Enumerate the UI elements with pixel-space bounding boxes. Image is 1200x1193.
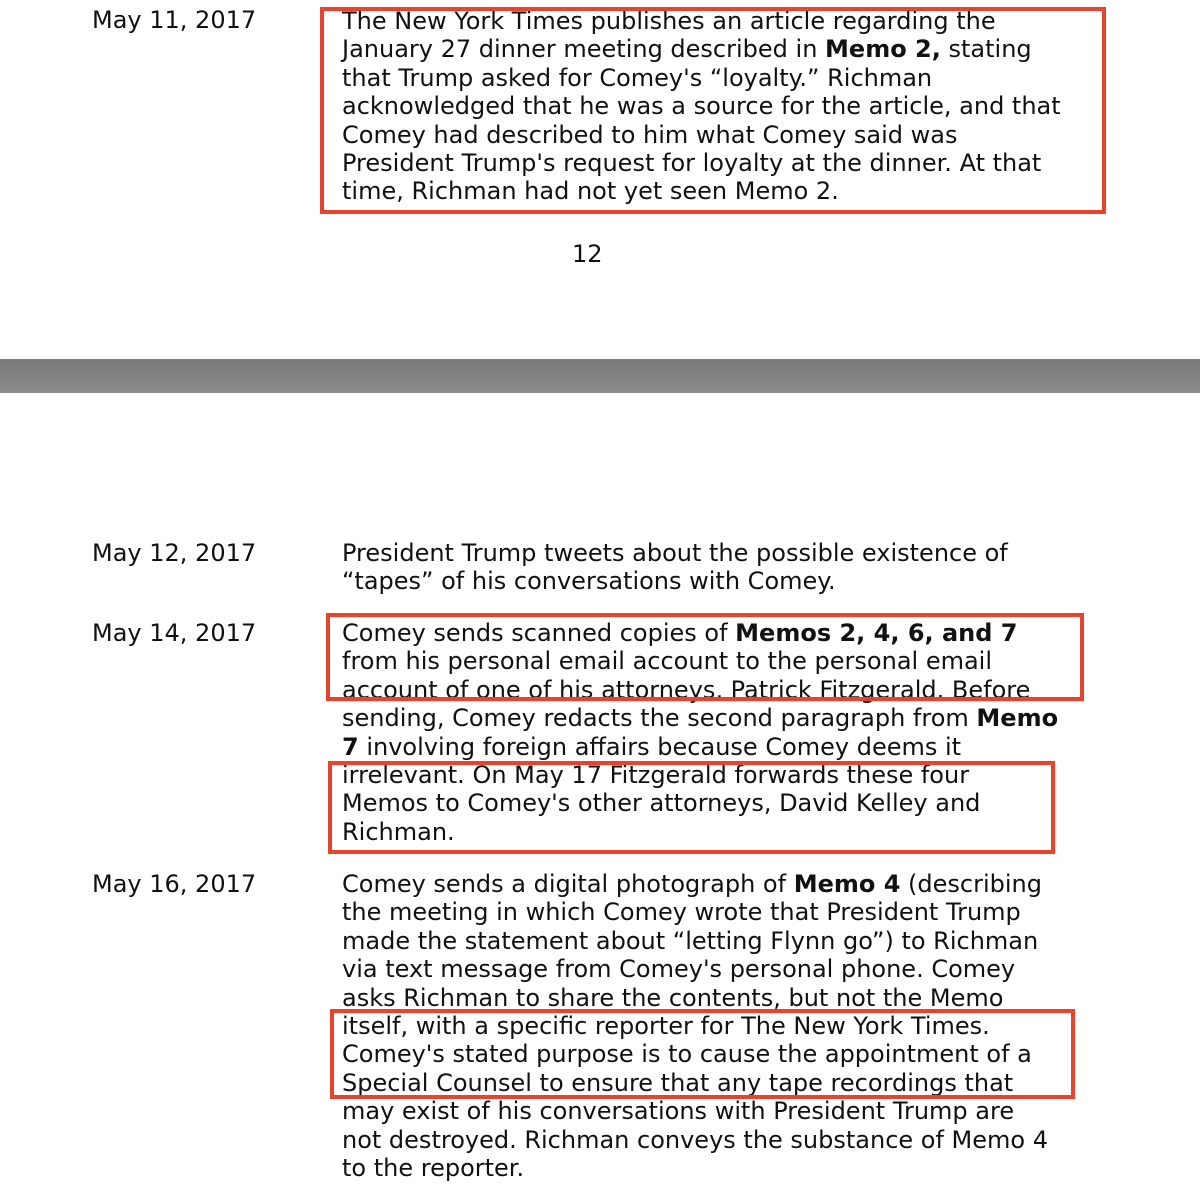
entry-line: President Trump tweets about the possible existence of <box>342 539 1008 567</box>
entry-line: irrelevant. On May 17 Fitzgerald forwards these four <box>342 761 970 790</box>
bold-memo-ref: Memo <box>976 704 1059 733</box>
entry-line: not destroyed. Richman conveys the substance of Memo 4 <box>342 1125 1048 1154</box>
entry-line: sending, Comey redacts the second paragraph from Memo <box>342 704 1059 733</box>
entry-line: time, Richman had not yet seen Memo 2. <box>342 177 839 206</box>
entry-line: Comey sends a digital photograph of Memo 4 (describing <box>342 870 1042 898</box>
entry-line: may exist of his conversations with President Trump are <box>342 1097 1015 1126</box>
entry-line: President Trump's request for loyalty at the dinner. At that <box>342 149 1042 178</box>
entry-line: January 27 dinner meeting described in Memo 2, stating <box>342 35 1032 64</box>
bold-memo-ref: 7 <box>342 732 359 761</box>
entry-text <box>342 539 1192 596</box>
entry-date: May 16, 2017 <box>92 870 257 898</box>
entry-line: Special Counsel to ensure that any tape recordings that <box>342 1068 1014 1097</box>
entry-date: May 14, 2017 <box>92 619 257 647</box>
entry-line: to the reporter. <box>342 1154 525 1183</box>
page-separator <box>0 359 1200 393</box>
entry-line: from his personal email account to the personal email <box>342 647 993 676</box>
entry-text <box>342 7 1192 206</box>
entry-line: Memos to Comey's other attorneys, David Kelley and <box>342 789 981 818</box>
entry-line: “tapes” of his conversations with Comey. <box>342 567 836 596</box>
entry-line: acknowledged that he was a source for the article, and that <box>342 92 1061 121</box>
entry-line: Comey had described to him what Comey said was <box>342 120 958 149</box>
document-page-bottom <box>0 393 1200 1193</box>
entry-line: The New York Times publishes an article regarding the <box>342 7 996 35</box>
entry-line: made the statement about “letting Flynn go”) to Richman <box>342 926 1039 955</box>
entry-line: the meeting in which Comey wrote that President Trump <box>342 898 1021 927</box>
entry-text <box>342 870 1192 1182</box>
entry-line: Richman. <box>342 817 455 846</box>
bold-memo-ref: Memo 4 <box>793 870 901 898</box>
bold-memo-ref: Memo 2, <box>825 35 941 64</box>
bold-memo-ref: Memos 2, 4, 6, and 7 <box>735 619 1018 647</box>
entry-line: that Trump asked for Comey's “loyalty.” Richman <box>342 63 933 92</box>
entry-date: May 12, 2017 <box>92 539 257 567</box>
entry-line: asks Richman to share the contents, but not the Memo <box>342 983 1004 1012</box>
entry-line: via text message from Comey's personal phone. Comey <box>342 955 1016 984</box>
entry-line: Comey's stated purpose is to cause the appointment of a <box>342 1040 1032 1069</box>
entry-date: May 11, 2017 <box>92 6 257 34</box>
document-page-top <box>0 0 1200 359</box>
entry-line: 7 involving foreign affairs because Comey deems it <box>342 732 962 761</box>
entry-line: account of one of his attorneys, Patrick Fitzgerald. Before <box>342 675 1031 704</box>
entry-line: itself, with a specific reporter for The New York Times. <box>342 1012 990 1041</box>
entry-line: Comey sends scanned copies of Memos 2, 4, 6, and 7 <box>342 619 1018 647</box>
entry-text <box>342 619 1192 846</box>
page-number: 12 <box>572 240 603 268</box>
